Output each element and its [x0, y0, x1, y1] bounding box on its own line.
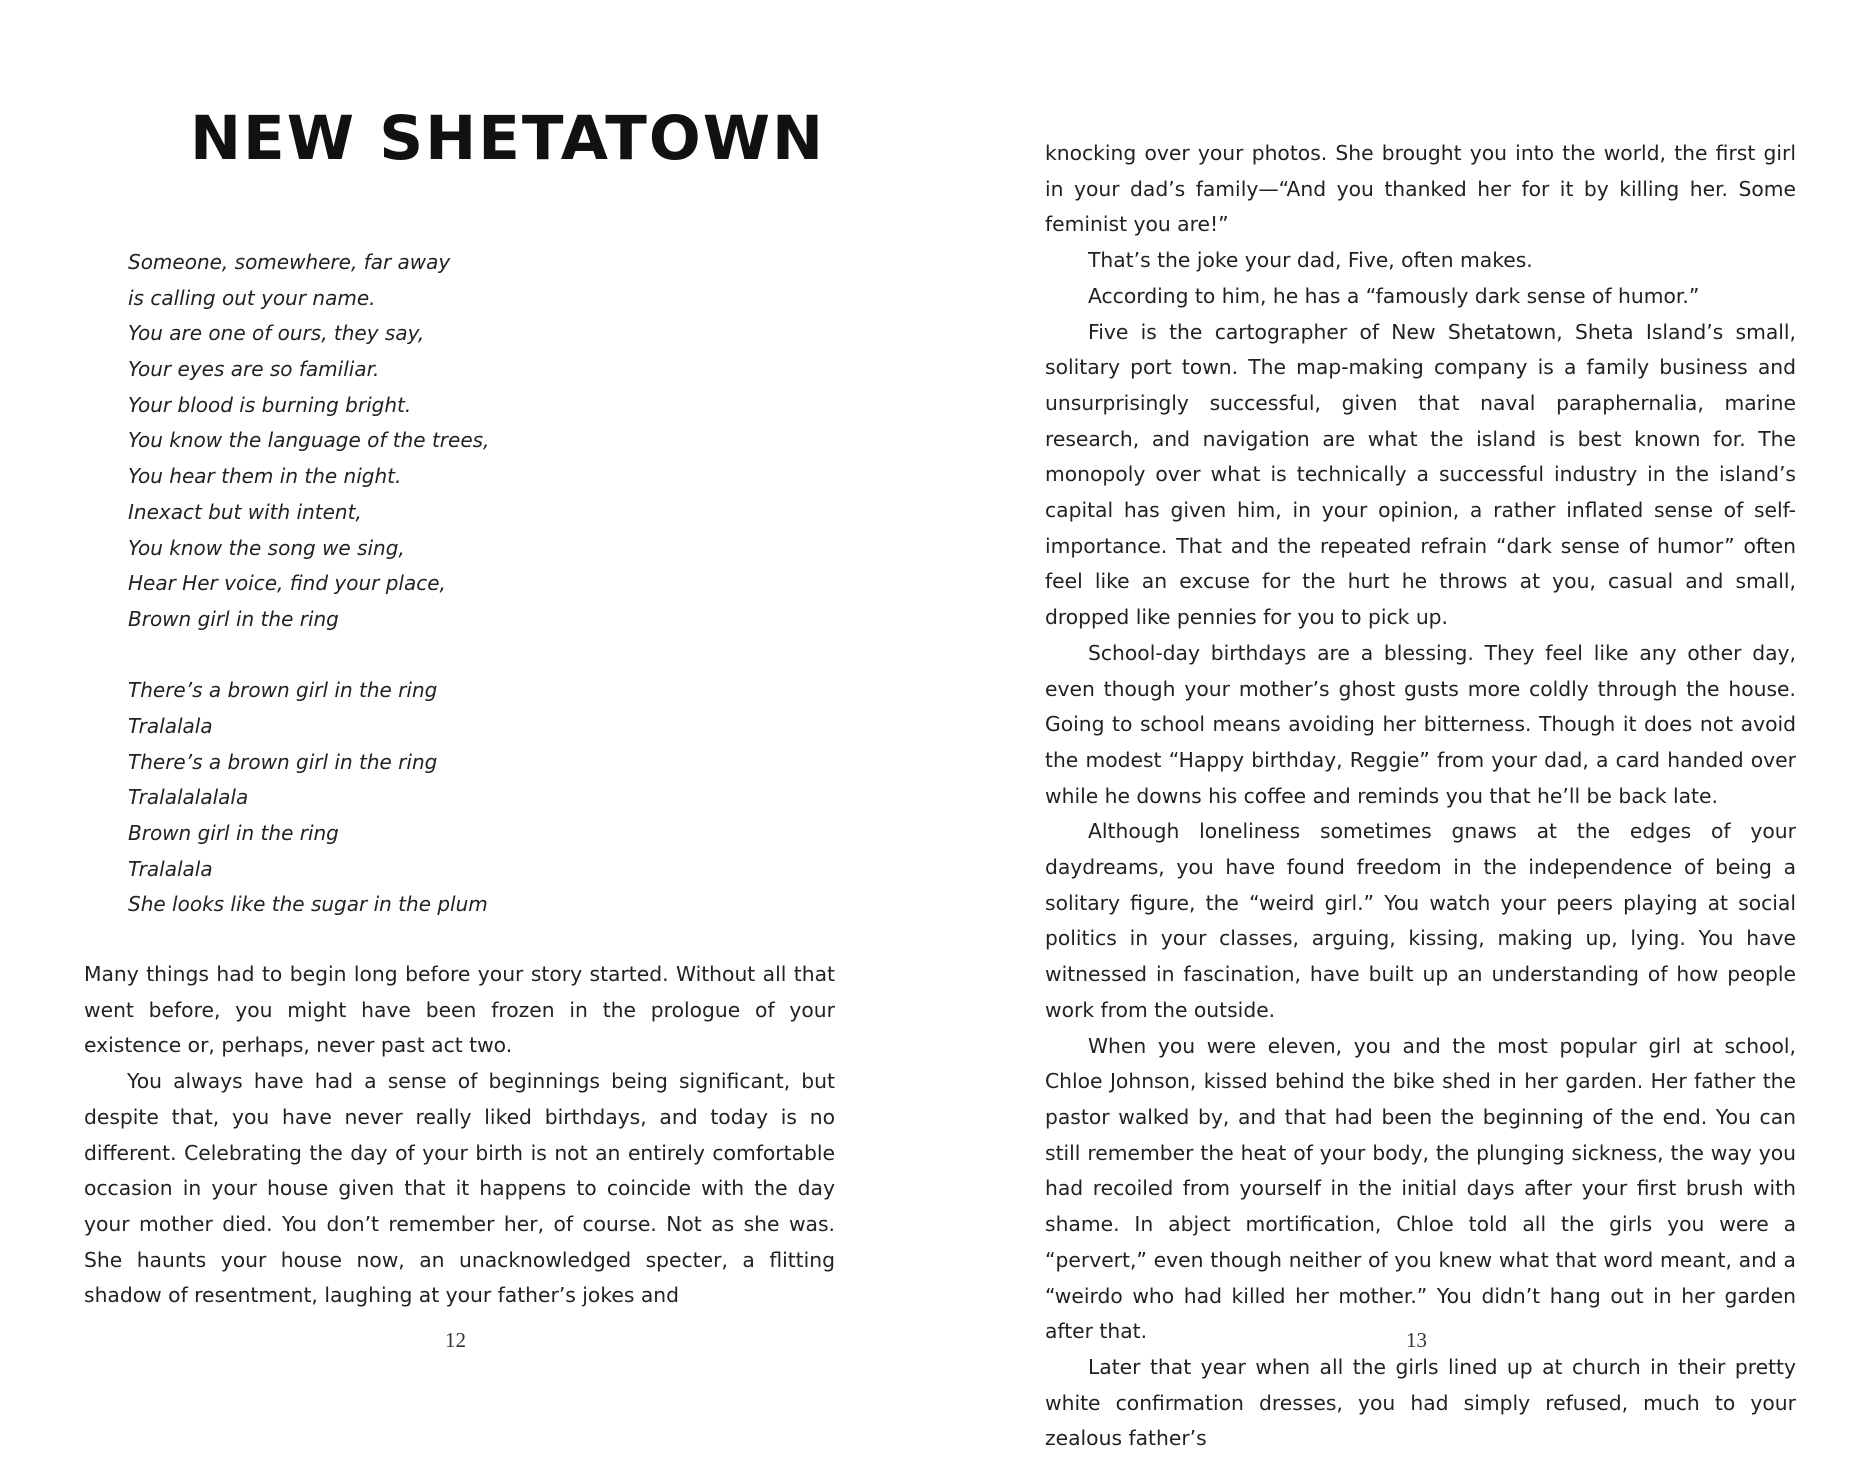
poem-line: Someone, somewhere, far away	[128, 250, 451, 274]
paragraph: Although loneliness sometimes gnaws at the edges of your daydreams, you have found freedom in the independence of being a solitary figure, the “weird girl.” You watch your peers playing at social politics in your classes, arguing, kissing, making up, lying. You have witnessed in fascination, have built up an understanding of how people work from the outside.	[1045, 819, 1796, 1022]
poem-line: There’s a brown girl in the ring	[128, 678, 438, 703]
poem-line: Tralalalalala	[128, 785, 249, 810]
stanza-break	[128, 638, 489, 674]
paragraph: You always have had a sense of beginnings being significant, but despite that, you have never really liked birthdays, and today is no different. Celebrating the day of your birth is not an entirely comfortable occasion in your house given that it happens to coincide with the day your mother died. You don’t remember her, of course. Not as she was. She haunts your house now, an unacknowledged specter, a flitting shadow of resentment, laughing at your father’s jokes and	[84, 1069, 835, 1308]
poem-line: You know the song we sing,	[128, 535, 405, 560]
paragraph: Five is the cartographer of New Shetatown, Sheta Island’s small, solitary port town. The map-making company is a family business and unsurprisingly successful, given that naval paraphernalia, marine research, and navigation are what the island is best known for. The monopoly over what is technically a successful industry in the island’s capital has given him, in your opinion, a rather inflated sense of self-importance. That and the repeated refrain “dark sense of humor” often feel like an excuse for the hurt he throws at you, casual and small, dropped like pennies for you to pick up.	[1045, 319, 1796, 630]
left-page	[0, 0, 931, 1396]
poem-line: Your blood is burning bright.	[128, 392, 412, 417]
poem-line: She looks like the sugar in the plum	[128, 892, 488, 917]
paragraph: When you were eleven, you and the most popular girl at school, Chloe Johnson, kissed behind the bike shed in her garden. Her father the pastor walked by, and that had been the beginning of the end. You can still remember the heat of your body, the plunging sickness, the way you had recoiled from yourself in the initial days after your first brush with shame. In abject mortification, Chloe told all the girls you were a “pervert,” even though neither of you knew what that word meant, and a “weirdo who had killed her mother.” You didn’t hang out in her garden after that.	[1045, 1033, 1796, 1344]
poem-line: You hear them in the night.	[128, 464, 402, 489]
right-page	[931, 0, 1862, 1451]
paragraph: Later that year when all the girls lined up at church in their pretty white confirmation dresses, you had simply refused, much to your zealous father’s	[1045, 1354, 1796, 1451]
paragraph: knocking over your photos. She brought you into the world, the first girl in your dad’s family—“And you thanked her for it by killing her. Some feminist you are!”	[1045, 141, 1796, 237]
paragraph: According to him, he has a “famously dark sense of humor.”	[1088, 283, 1700, 308]
poem-line: Inexact but with intent,	[128, 499, 362, 524]
poem-line: Brown girl in the ring	[128, 821, 339, 845]
poem-line: There’s a brown girl in the ring	[128, 749, 438, 774]
poem-line: Tralalala	[128, 856, 213, 881]
poem-line: You know the language of the trees,	[128, 428, 490, 453]
chapter-title: NEW SHETATOWN	[190, 103, 826, 174]
poem-line: Your eyes are so familiar.	[128, 357, 380, 382]
poem-line: Tralalala	[128, 713, 213, 738]
epigraph-poem	[128, 245, 489, 923]
poem-line: Brown girl in the ring	[128, 606, 339, 631]
body-text-left	[84, 957, 835, 1314]
poem-line: is calling out your name.	[128, 285, 376, 310]
poem-line: Hear Her voice, find your place,	[128, 571, 446, 596]
body-text-right	[1045, 136, 1796, 1457]
page-number: 12	[445, 1328, 466, 1352]
paragraph: School-day birthdays are a blessing. They feel like any other day, even though your mother’s ghost gusts more coldly through the house. Going to school means avoiding her bitterness. Though it does not avoid the modest “Happy birthday, Reggie” from your dad, a card handed over while he downs his coffee and reminds you that he’ll be back late.	[1045, 640, 1796, 808]
page-number: 13	[1406, 1328, 1427, 1352]
poem-line: You are one of ours, they say,	[128, 321, 425, 346]
paragraph: Many things had to begin long before your story started. Without all that went before, you might have been frozen in the prologue of your existence or, perhaps, never past act two.	[84, 962, 835, 1058]
paragraph: That’s the joke your dad, Five, often makes.	[1088, 248, 1533, 273]
